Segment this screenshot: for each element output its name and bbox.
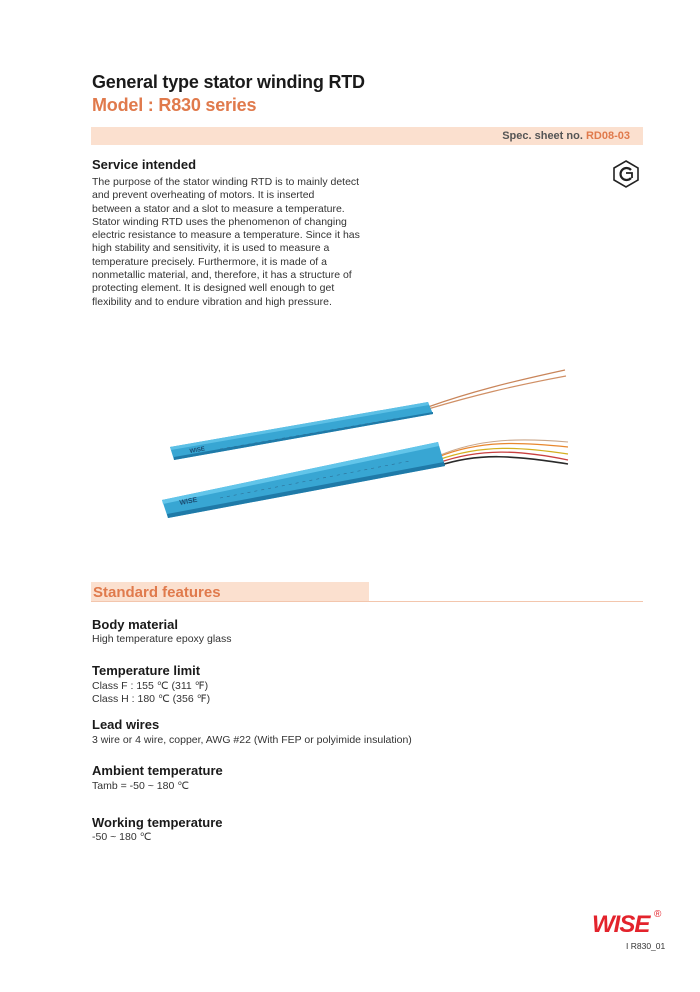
page-number: I R830_01 [626, 941, 666, 951]
service-line: nonmetallic material, and, therefore, it has a structure of [92, 269, 352, 282]
features-heading: Standard features [93, 584, 221, 601]
feature-title-temperature-limit: Temperature limit [92, 663, 201, 678]
product-photo [150, 362, 580, 527]
feature-text: -50 ~ 180 ℃ [92, 831, 152, 843]
service-line: protecting element. It is designed well enough to get [92, 282, 335, 295]
wise-logo-text: WISE [592, 911, 650, 938]
feature-text: Tamb = -50 ~ 180 ℃ [92, 780, 190, 792]
service-description [92, 176, 377, 309]
certification-mark-icon [612, 160, 640, 188]
feature-title-body-material: Body material [92, 617, 178, 632]
features-divider [91, 601, 643, 602]
spec-sheet-number [502, 130, 630, 142]
sensor-label-upper: WISE [189, 446, 206, 455]
spec-label: Spec. sheet no. [502, 130, 583, 142]
service-line: and prevent overheating of motors. It is inserted [92, 189, 315, 202]
sensor-label-lower: WISE [179, 496, 198, 507]
service-line: electric resistance to measure a temperature. Since it has [92, 229, 360, 242]
service-line: high stability and sensitivity, it is used to measure a [92, 242, 330, 255]
feature-text: Class F : 155 ℃ (311 ℉) [92, 680, 209, 692]
document-title: General type stator winding RTD [92, 72, 365, 92]
spec-code: RD08-03 [585, 130, 630, 142]
feature-text: High temperature epoxy glass [92, 633, 232, 645]
service-line: flexibility and to endure vibration and high pressure. [92, 295, 332, 308]
service-line: The purpose of the stator winding RTD is to mainly detect [92, 176, 360, 188]
feature-title-working-temperature: Working temperature [92, 815, 223, 830]
feature-text: 3 wire or 4 wire, copper, AWG #22 (With FEP or polyimide insulation) [92, 734, 412, 746]
wise-logo [590, 906, 666, 938]
model-subtitle: Model : R830 series [92, 95, 257, 115]
feature-title-lead-wires: Lead wires [92, 717, 160, 732]
service-line: between a stator and a slot to measure a temperature. [92, 202, 345, 215]
service-heading: Service intended [92, 157, 197, 172]
service-line: temperature precisely. Furthermore, it is made of a [92, 255, 327, 268]
feature-title-ambient-temperature: Ambient temperature [92, 763, 223, 778]
feature-text: Class H : 180 ℃ (356 ℉) [92, 693, 211, 705]
registered-mark: ® [654, 909, 662, 920]
service-line: Stator winding RTD uses the phenomenon of changing [92, 215, 347, 228]
